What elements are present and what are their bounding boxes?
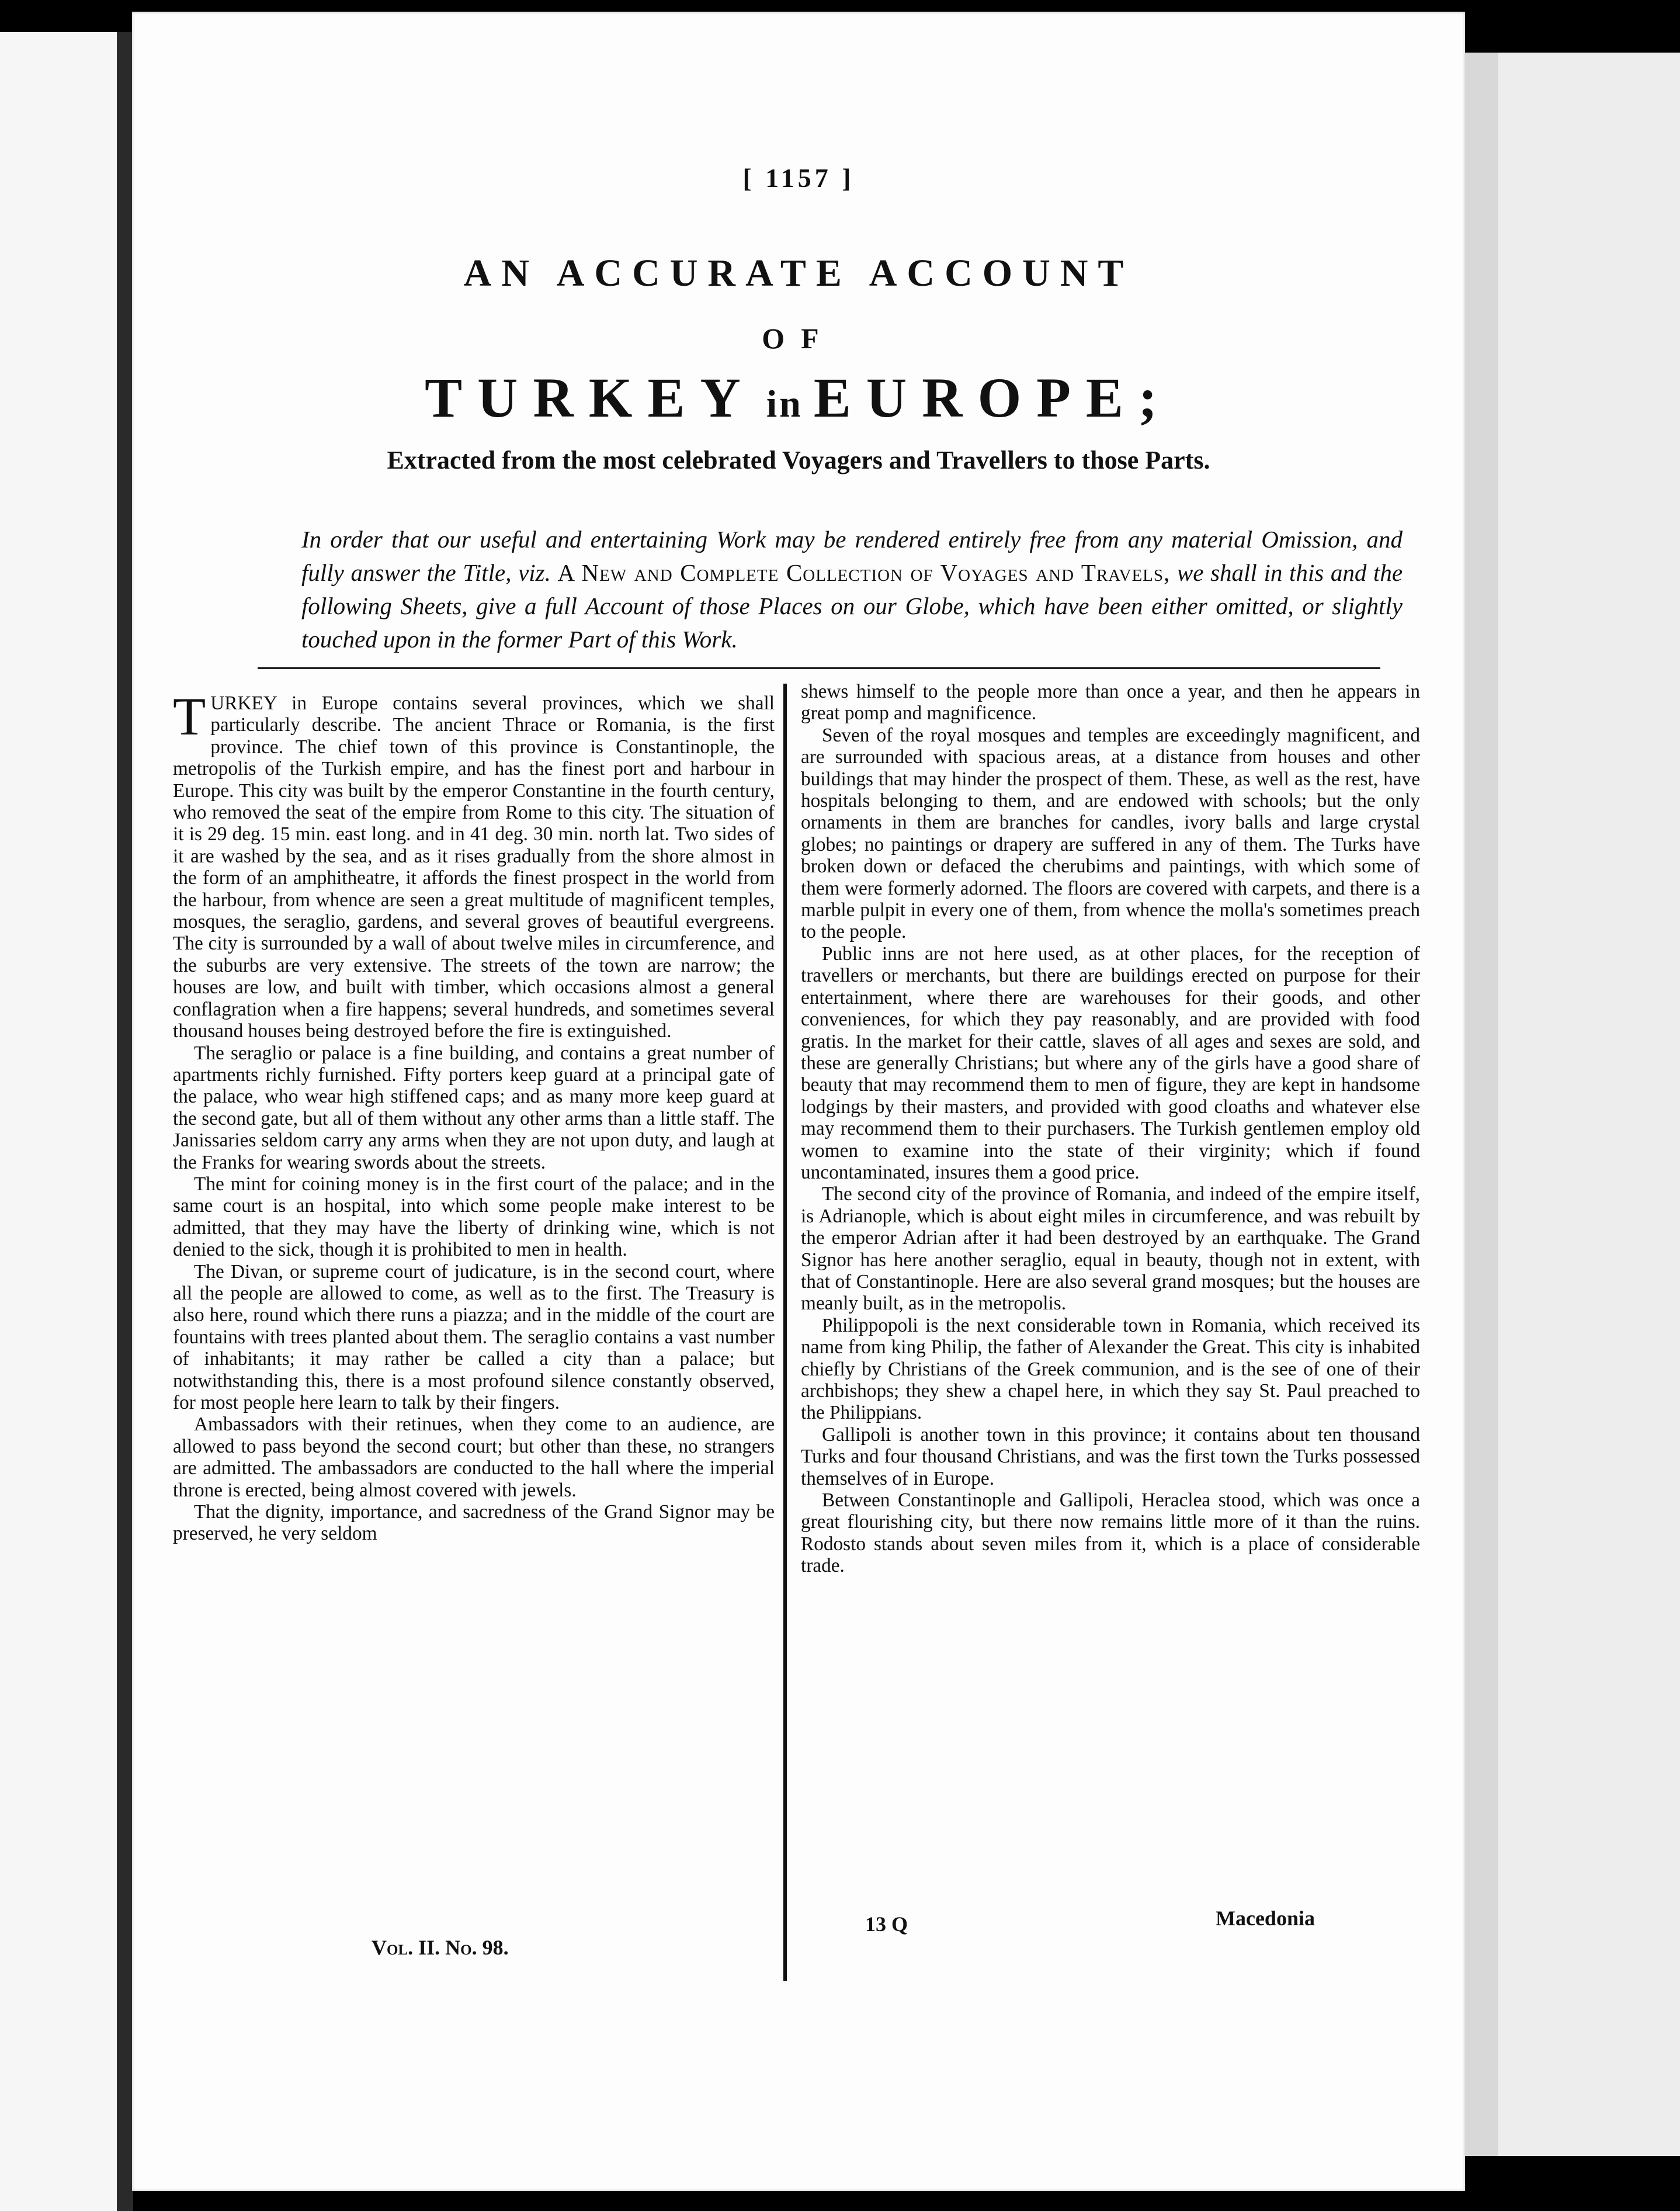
page-number: [ 1157 ]	[742, 163, 855, 193]
drop-cap: T	[173, 692, 206, 746]
title-europe: EUROPE;	[813, 366, 1172, 429]
facing-page-edge-left	[0, 32, 117, 2211]
page-edge-shadow	[1463, 53, 1498, 2156]
subtitle: Extracted from the most celebrated Voyagers and Travellers to those Parts.	[387, 446, 1210, 474]
right-column	[801, 681, 1420, 1902]
intro-paragraph	[301, 523, 1403, 656]
right-paragraph: Philippopoli is the next considerable town in Romania, which received its name from king Philip, the father of Alexander the Great. This city is inhabited chiefly by Christians of the Greek communion, and is the see of one of their archbishops; they shew a chapel here, in which they say St. Paul preached to the Philippians.	[801, 1314, 1420, 1424]
left-paragraph: Ambassadors with their retinues, when they come to an audience, are allowed to pass beyond the second court; but other than these, no strangers are admitted. The ambassadors are conducted to the hall where the imperial throne is erected, being almost covered with jewels.	[173, 1413, 775, 1501]
catchword: Macedonia	[1216, 1907, 1315, 1930]
right-paragraph: Between Constantinople and Gallipoli, Heraclea stood, which was once a great flourishing city, but there now remains little more of it than the ruins. Rodosto stands about seven miles from it, which is a place of considerable trade.	[801, 1489, 1420, 1577]
intro-work-title: A New and Complete Collection of Voyages and Travels,	[557, 559, 1171, 586]
right-paragraph: Gallipoli is another town in this province; it contains about ten thousand Turks and four thousand Christians, and was the first town the Turks possessed themselves of in Europe.	[801, 1423, 1420, 1489]
left-column	[173, 692, 775, 1925]
title-line-2	[132, 365, 1465, 430]
left-paragraph: That the dignity, importance, and sacredness of the Grand Signor may be preserved, he very seldom	[173, 1501, 775, 1545]
title-of: OF	[762, 322, 835, 355]
header-rule	[258, 667, 1380, 669]
left-paragraph-1: TURKEY in Europe contains several provinces, which we shall particularly describe. The ancient Thrace or Romania, is the first province. The chief town of this province is Constantinople, the metropolis of the Turkish empire, and has the finest port and harbour in Europe. This city was built by the emperor Constantine in the fourth century, who removed the seat of the empire from Rome to this city. The situation of it is 29 deg. 15 min. east long. and in 41 deg. 30 min. north lat. Two sides of it are washed by the sea, and as it rises gradually from the shore almost in the form of an amphitheatre, it affords the finest prospect in the world from the harbour, from whence are seen a great multitude of magnificent temples, mosques, the seraglio, gardens, and several groves of beautiful evergreens. The city is surrounded by a wall of about twelve miles in circumference, and the suburbs are very extensive. The streets of the town are narrow; the houses are low, and built with timber, which occasions almost a general conflagration when a fire happens; several hundreds, and sometimes several thousand houses being destroyed before the fire is extinguished.	[173, 692, 775, 1042]
right-paragraph: Public inns are not here used, as at other places, for the reception of travellers or merchants, but there are buildings erected on purpose for their entertainment, where there are warehouses for their goods, and other conveniences, for which they pay reasonably, and are provided with food gratis. In the market for their cattle, slaves of all ages and sexes are sold, and these are generally Christians; but where any of the girls have a good share of beauty that may recommend them to men of figure, they are kept in handsome lodgings by their masters, and provided with good cloaths and whatever else may recommend them to their purchasers. The Turkish gentlemen employ old women to examine into the state of their virginity; which if found uncontaminated, insures them a good price.	[801, 942, 1420, 1183]
signature-mark: 13 Q	[865, 1912, 908, 1936]
document-page	[132, 12, 1465, 2191]
title-turkey: TURKEY	[425, 366, 756, 429]
right-paragraph: The second city of the province of Romania, and indeed of the empire itself, is Adrianople, which is about eight miles in circumference, and was rebuilt by the emperor Adrian after it had been destroyed by an earthquake. The Grand Signor has here another seraglio, equal in beauty, though not in extent, with that of Constantinople. Here are also several grand mosques; but the houses are meanly built, as in the metropolis.	[801, 1183, 1420, 1315]
intro-part-2: we shall in this and the following Sheets, give a full Account of those Places on our Globe, which have been either omitted, or slightly touched upon in the former Part of this Work.	[301, 559, 1403, 653]
left-paragraph: The mint for coining money is in the first court of the palace; and in the same court is an hospital, into which some people make interest to be admitted, that they may have the liberty of drinking wine, which is not denied to the sick, though it is prohibited to men in health.	[173, 1173, 775, 1261]
title-in: in	[766, 383, 803, 425]
left-paragraph: The seraglio or palace is a fine building, and contains a great number of apartments richly furnished. Fifty porters keep guard at a principal gate of the palace, who wear high stiffened caps; and as many more keep guard at the second gate, but all of them without any other arms than a little staff. The Janissaries seldom carry any arms when they are not upon duty, and laugh at the Franks for wearing swords about the streets.	[173, 1042, 775, 1173]
column-divider	[783, 684, 787, 1981]
intro-part-1: In order that our useful and entertaining Work may be rendered entirely free from any material Omission, and fully answer the Title, viz.	[301, 526, 1403, 586]
left-paragraph: The Divan, or supreme court of judicature, is in the second court, where all the people are allowed to come, as well as to the first. The Treasury is also here, round which there runs a piazza; and in the middle of the court are fountains with trees planted about them. The seraglio contains a vast number of inhabitants; it may rather be called a city than a palace; but notwithstanding this, there is a most profound silence constantly observed, for most people here learn to talk by their fingers.	[173, 1260, 775, 1413]
volume-number: Vol. II. No. 98.	[372, 1936, 509, 1959]
title-line-1: AN ACCURATE ACCOUNT	[463, 252, 1134, 294]
right-continuation: shews himself to the people more than once a year, and then he appears in great pomp and magnificence.	[801, 681, 1420, 725]
right-paragraph: Seven of the royal mosques and temples are exceedingly magnificent, and are surrounded with spacious areas, at a distance from houses and other buildings that may hinder the prospect of them. These, as well as the rest, have hospitals belonging to them, and are endowed with schools; but the only ornaments in them are branches for candles, ivory balls and large crystal globes; no paintings or drapery are suffered in any of them. The Turks have broken down or defaced the cherubims and paintings, with which some of them were formerly adorned. The floors are covered with carpets, and there is a marble pulpit in every one of them, from whence the molla's sometimes preach to the people.	[801, 724, 1420, 943]
page-gutter-shadow	[117, 32, 133, 2211]
